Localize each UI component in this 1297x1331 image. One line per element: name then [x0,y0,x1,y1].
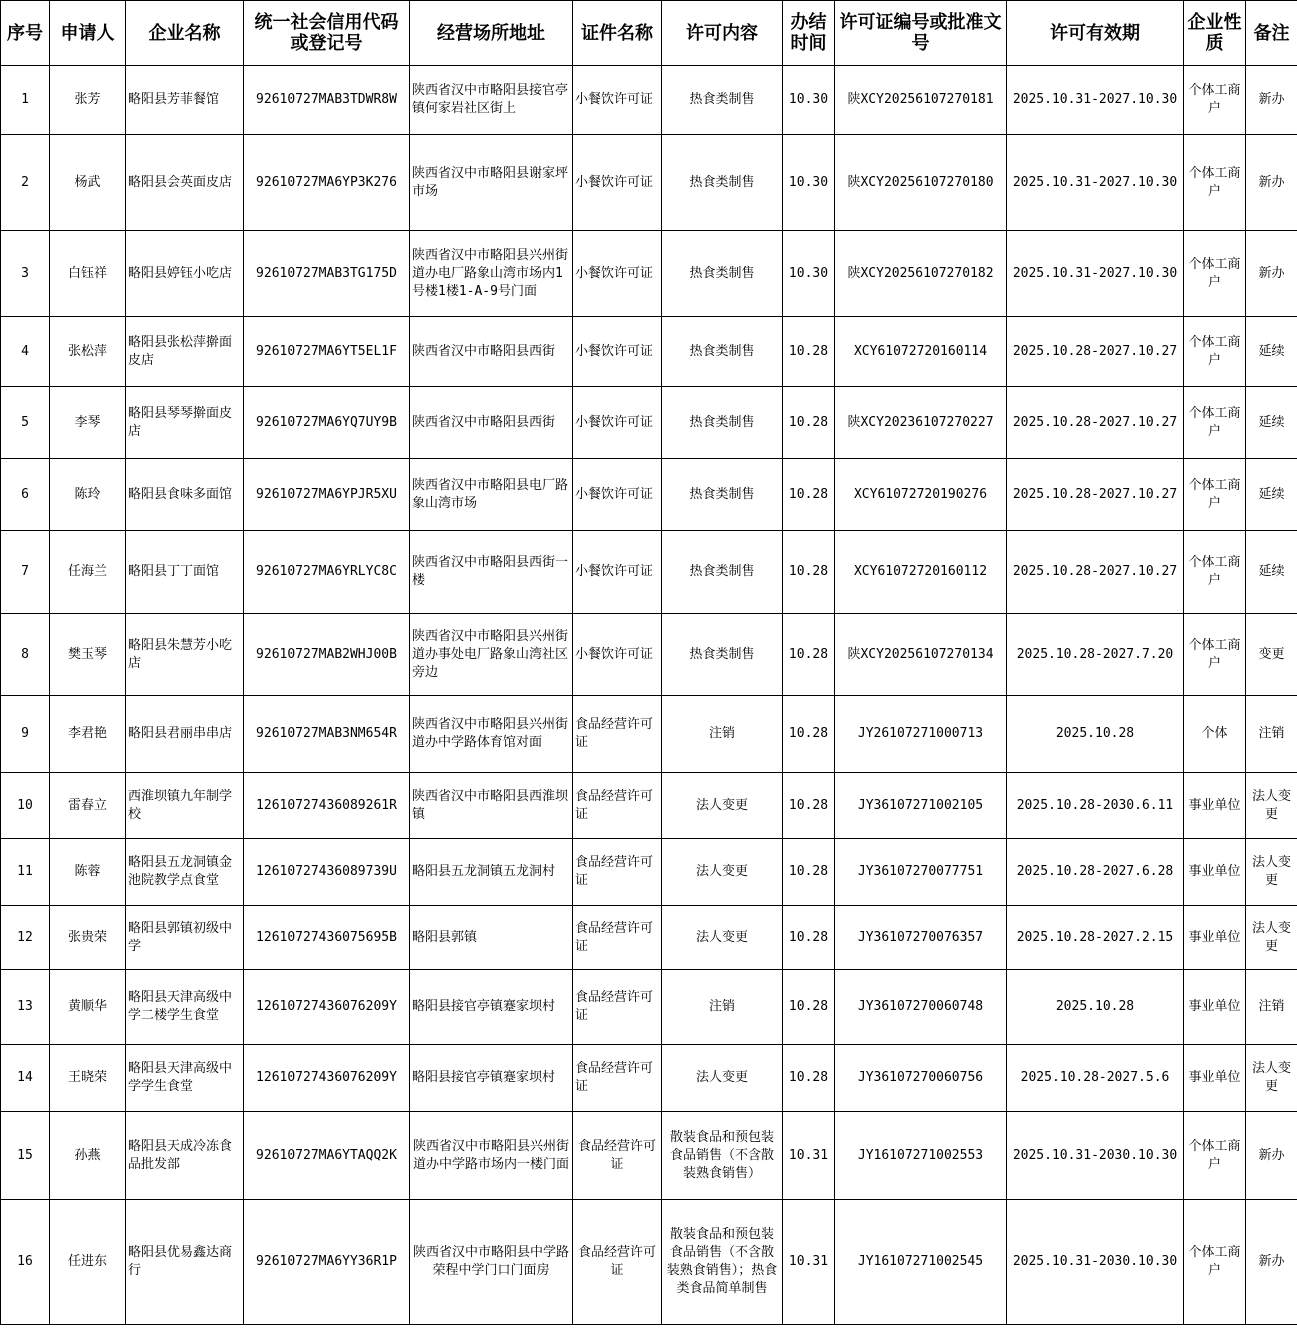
header-cell: 企业名称 [126,1,244,66]
cell-validity: 2025.10.28-2030.6.11 [1007,773,1184,839]
cell-seq: 14 [1,1045,50,1112]
cell-company: 略阳县天成冷冻食品批发部 [126,1112,244,1200]
cell-credit-code: 92610727MA6YQ7UY9B [244,387,410,459]
cell-address: 陕西省汉中市略阳县西淮坝镇 [410,773,573,839]
cell-seq: 4 [1,317,50,387]
cell-address: 略阳县接官亭镇蹇家坝村 [410,1045,573,1112]
cell-completion-time: 10.28 [783,839,835,906]
cell-certificate: 食品经营许可证 [573,839,662,906]
cell-applicant: 张松萍 [50,317,126,387]
cell-remark: 法人变更 [1246,773,1297,839]
cell-permit-number: JY36107270076357 [835,906,1007,970]
header-row [1,1,1297,66]
cell-address: 陕西省汉中市略阳县西街 [410,317,573,387]
cell-credit-code: 12610727436076209Y [244,970,410,1045]
cell-address: 略阳县五龙洞镇五龙洞村 [410,839,573,906]
table-row [1,696,1297,773]
cell-applicant: 张芳 [50,66,126,135]
cell-permit-content: 热食类制售 [662,459,783,531]
cell-certificate: 小餐饮许可证 [573,531,662,614]
cell-remark: 延续 [1246,531,1297,614]
cell-certificate: 小餐饮许可证 [573,317,662,387]
cell-completion-time: 10.30 [783,66,835,135]
table-body [1,66,1297,1325]
cell-validity: 2025.10.28-2027.10.27 [1007,459,1184,531]
cell-completion-time: 10.28 [783,970,835,1045]
cell-seq: 16 [1,1200,50,1325]
cell-credit-code: 92610727MA6YP3K276 [244,135,410,231]
cell-address: 陕西省汉中市略阳县兴州街道办中学路体育馆对面 [410,696,573,773]
cell-address: 陕西省汉中市略阳县西街一楼 [410,531,573,614]
cell-credit-code: 12610727436089739U [244,839,410,906]
cell-company: 略阳县五龙洞镇金池院教学点食堂 [126,839,244,906]
cell-credit-code: 92610727MAB3NM654R [244,696,410,773]
cell-completion-time: 10.28 [783,906,835,970]
header-cell: 申请人 [50,1,126,66]
cell-seq: 9 [1,696,50,773]
cell-seq: 5 [1,387,50,459]
cell-company: 略阳县优易鑫达商行 [126,1200,244,1325]
cell-remark: 法人变更 [1246,906,1297,970]
cell-credit-code: 92610727MAB3TDWR8W [244,66,410,135]
cell-credit-code: 12610727436076209Y [244,1045,410,1112]
cell-nature: 个体工商户 [1184,317,1246,387]
header-cell: 序号 [1,1,50,66]
cell-permit-content: 散装食品和预包装食品销售（不含散装熟食销售）；热食类食品简单制售 [662,1200,783,1325]
cell-remark: 注销 [1246,970,1297,1045]
cell-applicant: 张贵荣 [50,906,126,970]
cell-permit-content: 法人变更 [662,906,783,970]
cell-company: 略阳县天津高级中学学生食堂 [126,1045,244,1112]
cell-remark: 注销 [1246,696,1297,773]
cell-seq: 12 [1,906,50,970]
cell-nature: 事业单位 [1184,1045,1246,1112]
cell-completion-time: 10.28 [783,696,835,773]
cell-permit-number: JY16107271002545 [835,1200,1007,1325]
cell-permit-content: 热食类制售 [662,66,783,135]
header-cell: 许可证编号或批准文号 [835,1,1007,66]
table-row [1,66,1297,135]
cell-certificate: 食品经营许可证 [573,773,662,839]
cell-company: 略阳县张松萍擀面皮店 [126,317,244,387]
cell-remark: 法人变更 [1246,1045,1297,1112]
cell-remark: 法人变更 [1246,839,1297,906]
cell-permit-content: 法人变更 [662,1045,783,1112]
cell-nature: 事业单位 [1184,839,1246,906]
table-row [1,1200,1297,1325]
cell-remark: 新办 [1246,1200,1297,1325]
cell-validity: 2025.10.31-2030.10.30 [1007,1112,1184,1200]
cell-completion-time: 10.31 [783,1112,835,1200]
cell-applicant: 任海兰 [50,531,126,614]
cell-applicant: 陈蓉 [50,839,126,906]
cell-company: 略阳县朱慧芳小吃店 [126,614,244,696]
cell-credit-code: 92610727MA6YT5EL1F [244,317,410,387]
cell-validity: 2025.10.31-2027.10.30 [1007,66,1184,135]
cell-nature: 个体工商户 [1184,459,1246,531]
cell-address: 陕西省汉中市略阳县西街 [410,387,573,459]
cell-company: 略阳县丁丁面馆 [126,531,244,614]
cell-permit-content: 散装食品和预包装食品销售（不含散装熟食销售） [662,1112,783,1200]
table-row [1,231,1297,317]
table-row [1,1045,1297,1112]
cell-validity: 2025.10.28 [1007,696,1184,773]
cell-remark: 延续 [1246,387,1297,459]
cell-applicant: 任进东 [50,1200,126,1325]
cell-completion-time: 10.28 [783,459,835,531]
cell-validity: 2025.10.28-2027.7.20 [1007,614,1184,696]
cell-nature: 事业单位 [1184,773,1246,839]
table-row [1,614,1297,696]
header-cell: 经营场所地址 [410,1,573,66]
cell-address: 略阳县接官亭镇蹇家坝村 [410,970,573,1045]
cell-company: 略阳县食味多面馆 [126,459,244,531]
header-cell: 统一社会信用代码或登记号 [244,1,410,66]
cell-company: 略阳县会英面皮店 [126,135,244,231]
cell-permit-number: 陕XCY20256107270182 [835,231,1007,317]
table-row [1,459,1297,531]
cell-permit-content: 热食类制售 [662,387,783,459]
cell-validity: 2025.10.31-2030.10.30 [1007,1200,1184,1325]
cell-validity: 2025.10.28-2027.10.27 [1007,531,1184,614]
cell-permit-number: JY36107271002105 [835,773,1007,839]
header-cell: 许可有效期 [1007,1,1184,66]
table-row [1,906,1297,970]
cell-remark: 新办 [1246,231,1297,317]
cell-validity: 2025.10.28-2027.10.27 [1007,387,1184,459]
cell-permit-content: 热食类制售 [662,231,783,317]
cell-company: 略阳县琴琴擀面皮店 [126,387,244,459]
cell-seq: 11 [1,839,50,906]
cell-remark: 新办 [1246,135,1297,231]
cell-nature: 个体工商户 [1184,66,1246,135]
cell-company: 西淮坝镇九年制学校 [126,773,244,839]
cell-certificate: 小餐饮许可证 [573,66,662,135]
cell-credit-code: 12610727436089261R [244,773,410,839]
cell-permit-number: JY26107271000713 [835,696,1007,773]
cell-permit-number: JY36107270060756 [835,1045,1007,1112]
cell-completion-time: 10.28 [783,531,835,614]
cell-certificate: 食品经营许可证 [573,696,662,773]
cell-company: 略阳县芳菲餐馆 [126,66,244,135]
cell-address: 陕西省汉中市略阳县兴州街道办中学路市场内一楼门面 [410,1112,573,1200]
cell-nature: 个体 [1184,696,1246,773]
cell-remark: 新办 [1246,1112,1297,1200]
table-row [1,839,1297,906]
cell-validity: 2025.10.28-2027.6.28 [1007,839,1184,906]
cell-nature: 个体工商户 [1184,614,1246,696]
cell-applicant: 樊玉琴 [50,614,126,696]
cell-applicant: 白钰祥 [50,231,126,317]
cell-credit-code: 92610727MA6YTAQQ2K [244,1112,410,1200]
cell-credit-code: 92610727MAB3TG175D [244,231,410,317]
table-row [1,387,1297,459]
cell-permit-number: JY16107271002553 [835,1112,1007,1200]
cell-nature: 个体工商户 [1184,231,1246,317]
cell-completion-time: 10.28 [783,1045,835,1112]
cell-applicant: 杨武 [50,135,126,231]
cell-address: 陕西省汉中市略阳县接官亭镇何家岩社区街上 [410,66,573,135]
cell-certificate: 小餐饮许可证 [573,387,662,459]
cell-credit-code: 92610727MA6YY36R1P [244,1200,410,1325]
cell-nature: 个体工商户 [1184,135,1246,231]
cell-permit-content: 注销 [662,696,783,773]
cell-validity: 2025.10.28 [1007,970,1184,1045]
cell-applicant: 黄顺华 [50,970,126,1045]
cell-certificate: 小餐饮许可证 [573,135,662,231]
table-row [1,135,1297,231]
cell-address: 陕西省汉中市略阳县中学路荣程中学门口门面房 [410,1200,573,1325]
header-cell: 办结时间 [783,1,835,66]
cell-permit-number: 陕XCY20256107270180 [835,135,1007,231]
cell-completion-time: 10.28 [783,387,835,459]
cell-permit-content: 注销 [662,970,783,1045]
cell-credit-code: 92610727MA6YRLYC8C [244,531,410,614]
cell-credit-code: 12610727436075695B [244,906,410,970]
cell-credit-code: 92610727MA6YPJR5XU [244,459,410,531]
cell-certificate: 小餐饮许可证 [573,459,662,531]
table-row [1,531,1297,614]
cell-seq: 13 [1,970,50,1045]
cell-completion-time: 10.28 [783,317,835,387]
cell-permit-number: 陕XCY20236107270227 [835,387,1007,459]
cell-certificate: 食品经营许可证 [573,1045,662,1112]
cell-address: 陕西省汉中市略阳县谢家坪市场 [410,135,573,231]
cell-certificate: 食品经营许可证 [573,906,662,970]
header-cell: 企业性质 [1184,1,1246,66]
cell-permit-number: XCY61072720160112 [835,531,1007,614]
cell-completion-time: 10.31 [783,1200,835,1325]
cell-seq: 2 [1,135,50,231]
cell-permit-number: XCY61072720190276 [835,459,1007,531]
cell-seq: 8 [1,614,50,696]
cell-company: 略阳县婷钰小吃店 [126,231,244,317]
cell-seq: 3 [1,231,50,317]
cell-validity: 2025.10.28-2027.5.6 [1007,1045,1184,1112]
header-cell: 许可内容 [662,1,783,66]
cell-permit-content: 热食类制售 [662,135,783,231]
cell-address: 陕西省汉中市略阳县兴州街道办电厂路象山湾市场内1号楼1楼1-A-9号门面 [410,231,573,317]
cell-nature: 事业单位 [1184,906,1246,970]
cell-applicant: 陈玲 [50,459,126,531]
cell-seq: 15 [1,1112,50,1200]
cell-completion-time: 10.30 [783,135,835,231]
table-row [1,317,1297,387]
cell-address: 陕西省汉中市略阳县电厂路象山湾市场 [410,459,573,531]
cell-applicant: 王晓荣 [50,1045,126,1112]
cell-nature: 个体工商户 [1184,1112,1246,1200]
cell-permit-content: 热食类制售 [662,531,783,614]
cell-validity: 2025.10.28-2027.2.15 [1007,906,1184,970]
cell-permit-content: 法人变更 [662,773,783,839]
cell-permit-number: XCY61072720160114 [835,317,1007,387]
cell-credit-code: 92610727MAB2WHJ00B [244,614,410,696]
cell-certificate: 食品经营许可证 [573,1200,662,1325]
cell-completion-time: 10.28 [783,773,835,839]
table-row [1,1112,1297,1200]
cell-certificate: 食品经营许可证 [573,1112,662,1200]
cell-certificate: 小餐饮许可证 [573,231,662,317]
cell-applicant: 李君艳 [50,696,126,773]
cell-nature: 个体工商户 [1184,531,1246,614]
cell-seq: 7 [1,531,50,614]
cell-permit-content: 热食类制售 [662,317,783,387]
cell-certificate: 小餐饮许可证 [573,614,662,696]
cell-certificate: 食品经营许可证 [573,970,662,1045]
cell-permit-number: JY36107270060748 [835,970,1007,1045]
cell-validity: 2025.10.31-2027.10.30 [1007,231,1184,317]
cell-company: 略阳县天津高级中学二楼学生食堂 [126,970,244,1045]
cell-permit-number: JY36107270077751 [835,839,1007,906]
cell-seq: 10 [1,773,50,839]
cell-company: 略阳县君丽串串店 [126,696,244,773]
cell-permit-number: 陕XCY20256107270134 [835,614,1007,696]
cell-address: 略阳县郭镇 [410,906,573,970]
header-cell: 证件名称 [573,1,662,66]
cell-applicant: 李琴 [50,387,126,459]
cell-seq: 1 [1,66,50,135]
cell-remark: 新办 [1246,66,1297,135]
cell-validity: 2025.10.31-2027.10.30 [1007,135,1184,231]
cell-validity: 2025.10.28-2027.10.27 [1007,317,1184,387]
cell-nature: 事业单位 [1184,970,1246,1045]
cell-applicant: 孙燕 [50,1112,126,1200]
cell-permit-content: 热食类制售 [662,614,783,696]
cell-nature: 个体工商户 [1184,387,1246,459]
header-cell: 备注 [1246,1,1297,66]
table-row [1,773,1297,839]
cell-address: 陕西省汉中市略阳县兴州街道办事处电厂路象山湾社区旁边 [410,614,573,696]
cell-seq: 6 [1,459,50,531]
cell-remark: 延续 [1246,459,1297,531]
cell-permit-content: 法人变更 [662,839,783,906]
cell-completion-time: 10.30 [783,231,835,317]
cell-nature: 个体工商户 [1184,1200,1246,1325]
cell-company: 略阳县郭镇初级中学 [126,906,244,970]
cell-permit-number: 陕XCY20256107270181 [835,66,1007,135]
cell-remark: 延续 [1246,317,1297,387]
cell-completion-time: 10.28 [783,614,835,696]
cell-remark: 变更 [1246,614,1297,696]
cell-applicant: 雷春立 [50,773,126,839]
table-row [1,970,1297,1045]
